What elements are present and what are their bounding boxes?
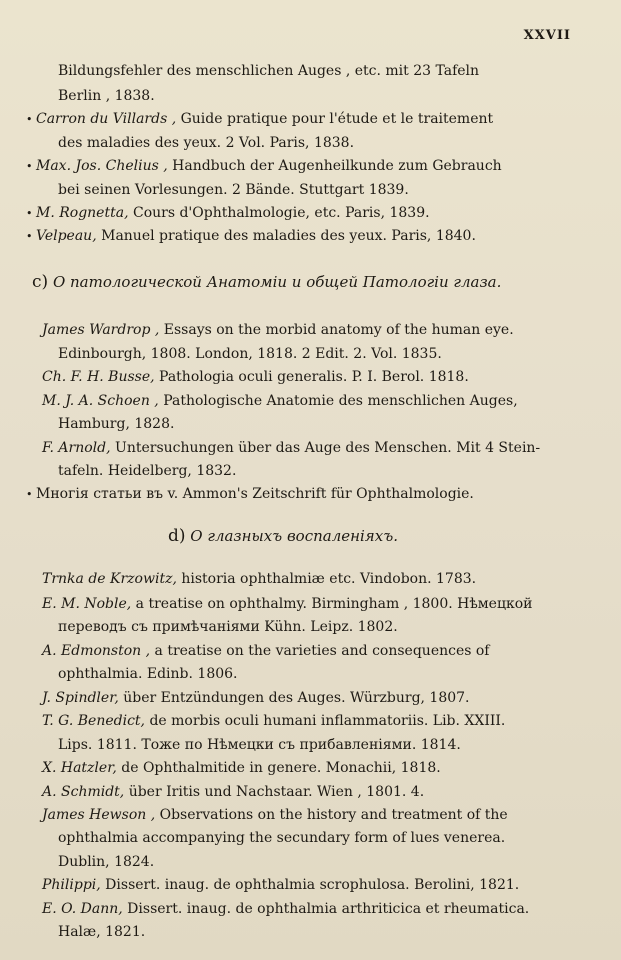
bib-line: Halæ, 1821. xyxy=(58,924,146,940)
bib-entry: James Hewson , Observations on the history and treatment of the xyxy=(42,807,508,823)
bib-line: Bildungsfehler des menschlichen Auges , etc. mit 23 Tafeln xyxy=(58,63,480,79)
bib-entry: • M. Rognetta, Cours d'Ophthalmologie, etc. Paris, 1839. xyxy=(26,205,430,221)
bib-entry: F. Arnold, Untersuchungen über das Auge des Menschen. Mit 4 Stein- xyxy=(42,440,541,456)
bib-line: des maladies des yeux. 2 Vol. Paris, 1838. xyxy=(58,135,355,151)
bib-line: ophthalmia accompanying the secundary form of lues venerea. xyxy=(58,830,506,846)
bib-entry: • Carron du Villards , Guide pratique pour l'étude et le traitement xyxy=(26,111,494,127)
bib-line: ophthalmia. Edinb. 1806. xyxy=(58,666,238,682)
bib-line: Dublin, 1824. xyxy=(58,854,155,870)
bib-entry: E. O. Dann, Dissert. inaug. de ophthalmia arthriticica et rheumatica. xyxy=(42,901,530,917)
bib-line: переводъ съ примѣчаніями Kühn. Leipz. 1802. xyxy=(58,619,398,635)
bib-line: tafeln. Heidelberg, 1832. xyxy=(58,463,237,479)
bib-entry: Philippi, Dissert. inaug. de ophthalmia scrophulosa. Berolini, 1821. xyxy=(42,877,520,893)
bib-entry: A. Schmidt, über Iritis und Nachstaar. Wien , 1801. 4. xyxy=(42,784,425,800)
bib-line: bei seinen Vorlesungen. 2 Bände. Stuttgart 1839. xyxy=(58,182,409,198)
bib-entry: • Velpeau, Manuel pratique des maladies des yeux. Paris, 1840. xyxy=(26,228,476,244)
bib-entry: Ch. F. H. Busse, Pathologia oculi generalis. P. I. Berol. 1818. xyxy=(42,369,469,385)
bib-entry: M. J. A. Schoen , Pathologische Anatomie des menschlichen Auges, xyxy=(42,393,518,409)
bib-line: Edinbourgh, 1808. London, 1818. 2 Edit. 2. Vol. 1835. xyxy=(58,346,442,362)
bib-entry: • Многія статьи въ v. Ammon's Zeitschrift für Ophthalmologie. xyxy=(26,486,474,502)
section-heading-d: d) О глазныхъ воспаленіяхъ. xyxy=(168,526,398,546)
bib-line: Berlin , 1838. xyxy=(58,88,155,104)
bib-entry: X. Hatzler, de Ophthalmitide in genere. Monachii, 1818. xyxy=(42,760,441,776)
bib-entry: James Wardrop , Essays on the morbid anatomy of the human eye. xyxy=(42,322,514,338)
bib-entry: J. Spindler, über Entzündungen des Auges. Würzburg, 1807. xyxy=(42,690,470,706)
bib-line: Hamburg, 1828. xyxy=(58,416,175,432)
section-heading-c: c) О патологической Анатоміи и общей Патологіи глаза. xyxy=(32,272,502,292)
page-number: XXVII xyxy=(523,28,571,43)
bib-line: Lips. 1811. Тоже по Нѣмецки съ прибавленіями. 1814. xyxy=(58,737,461,753)
bib-entry: T. G. Benedict, de morbis oculi humani inflammatoriis. Lib. XXIII. xyxy=(42,713,506,729)
bib-entry: • Max. Jos. Chelius , Handbuch der Augenheilkunde zum Gebrauch xyxy=(26,158,502,174)
bib-entry: E. M. Noble, a treatise on ophthalmy. Birmingham , 1800. Нѣмецкой xyxy=(42,596,533,612)
bib-entry: Trnka de Krzowitz, historia ophthalmiæ etc. Vindobon. 1783. xyxy=(42,571,477,587)
bib-entry: A. Edmonston , a treatise on the varieties and consequences of xyxy=(42,643,490,659)
